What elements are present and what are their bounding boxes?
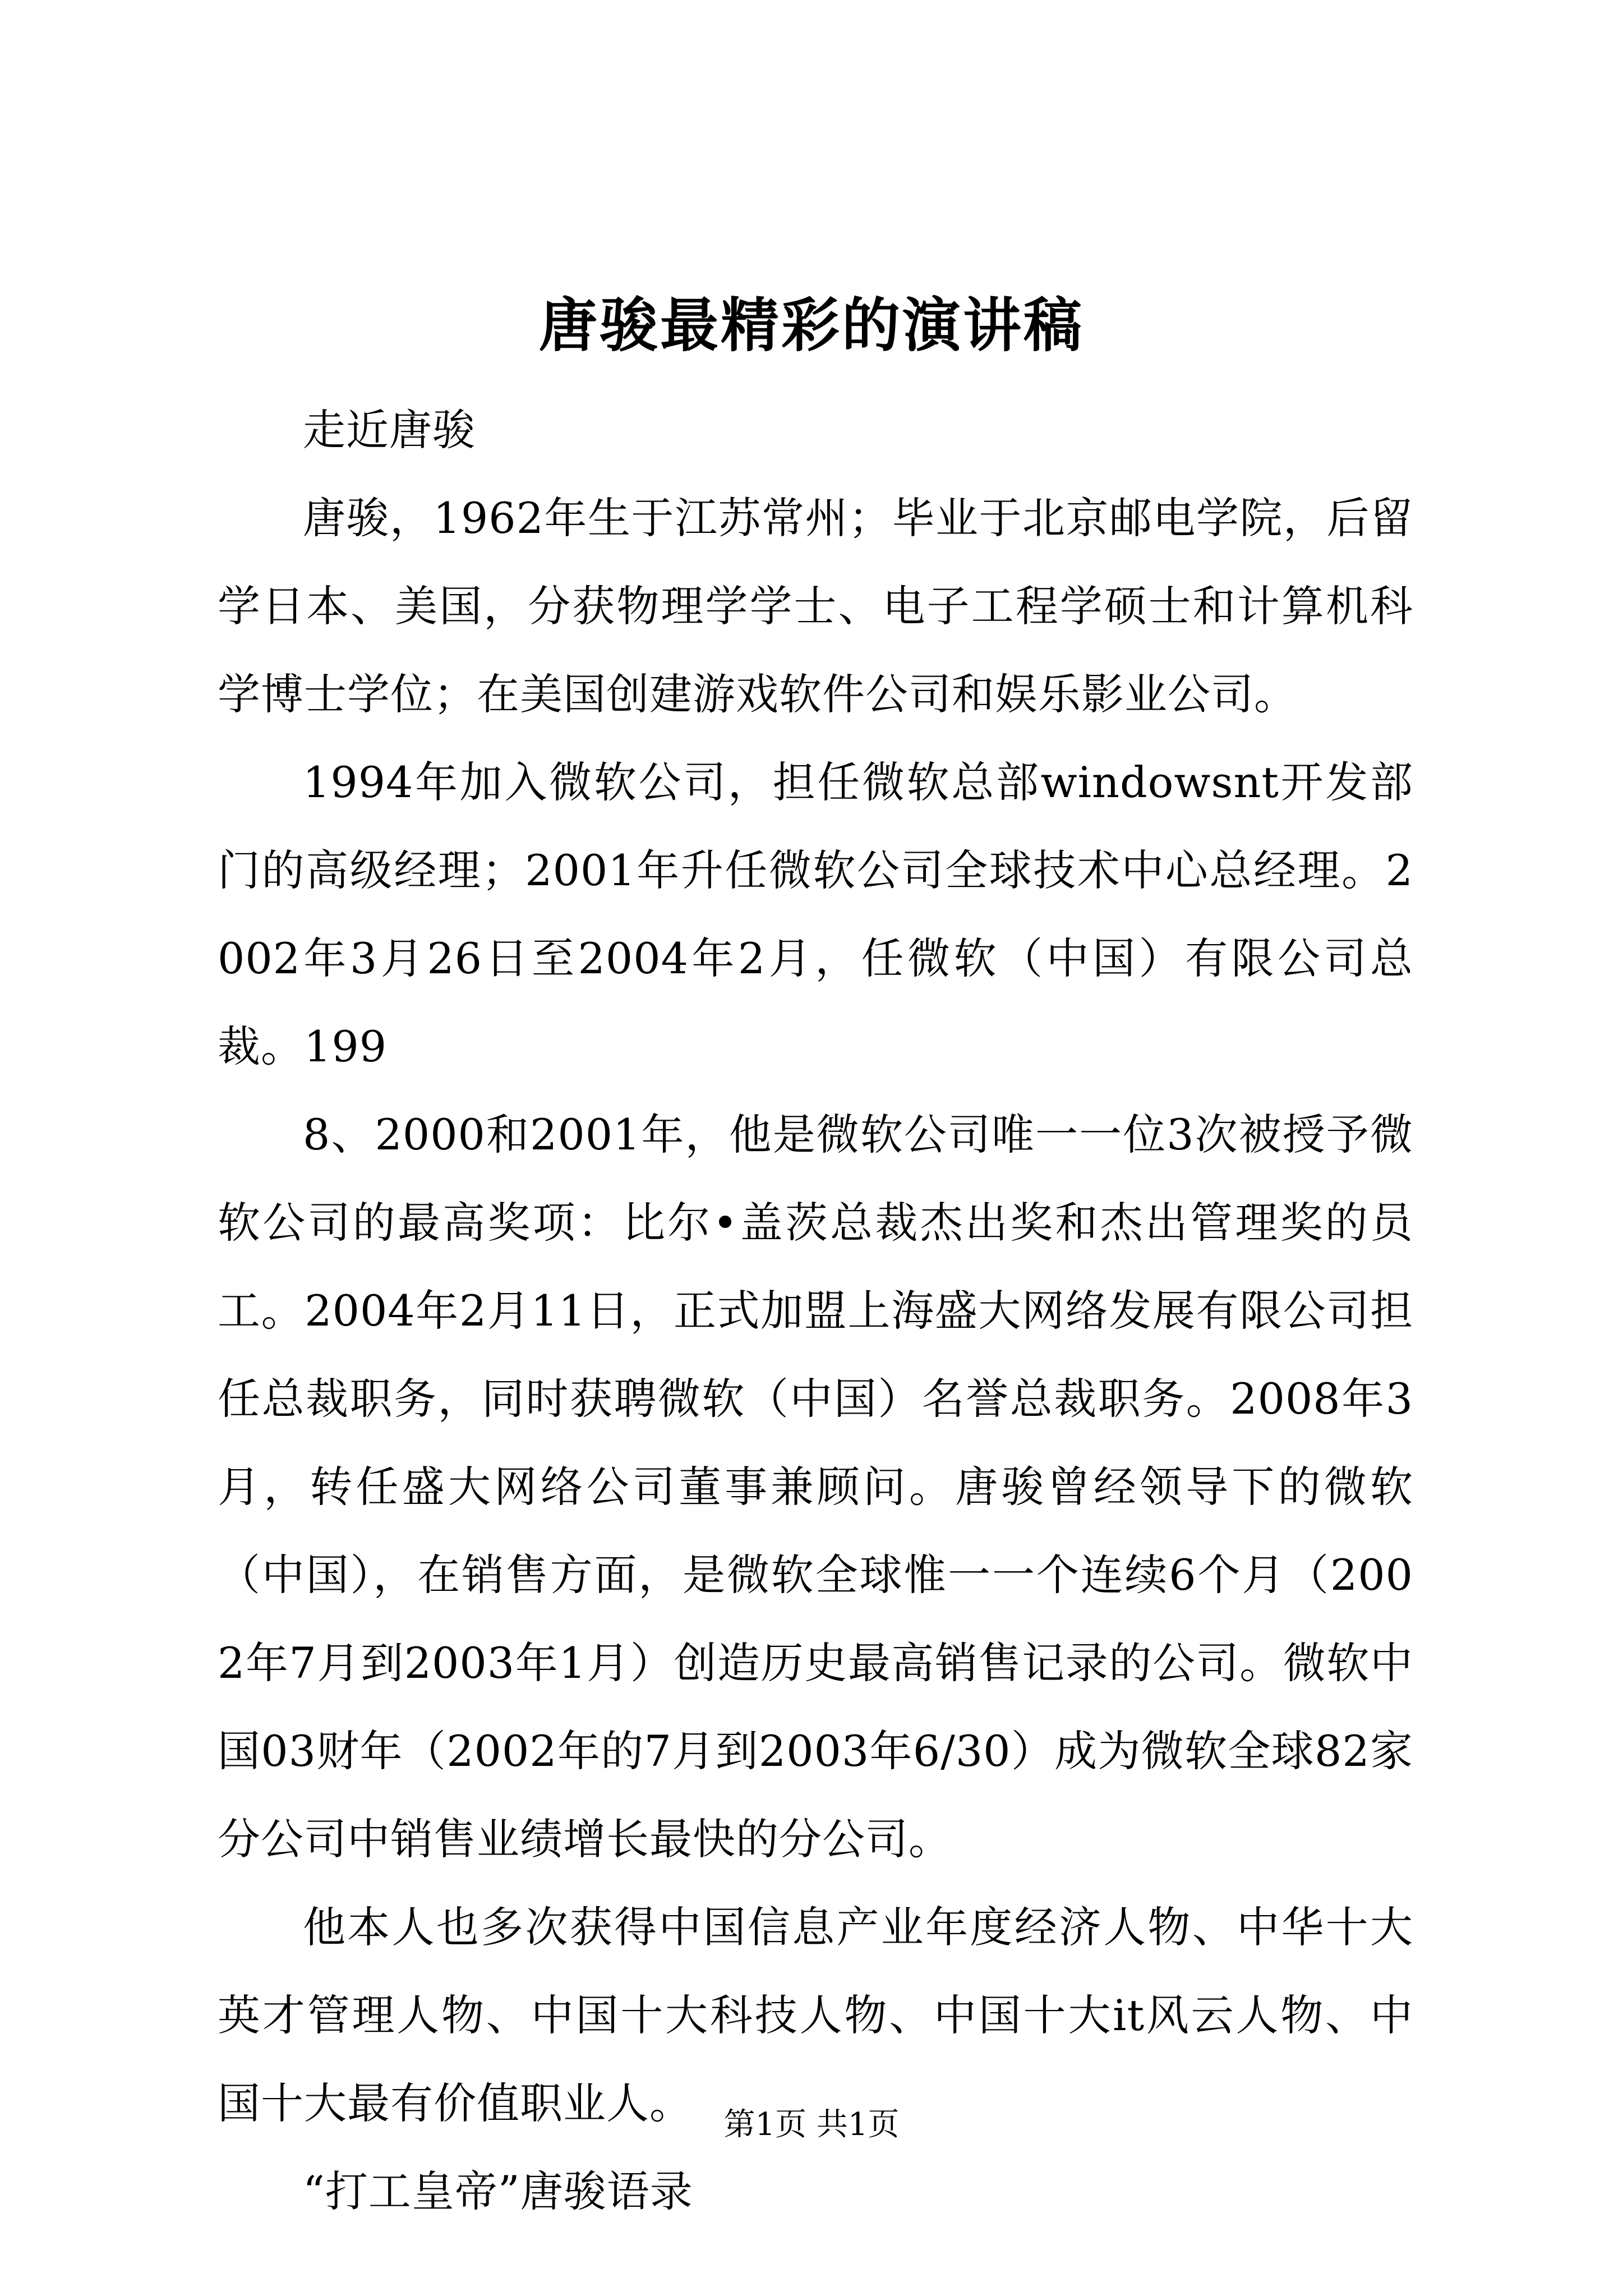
document-body [218, 386, 1413, 2235]
paragraph-honors: 他本人也多次获得中国信息产业年度经济人物、中华十大英才管理人物、中国十大科技人物、中国十大it风云人物、中国十大最有价值职业人。 [218, 1902, 1413, 2128]
paragraph-biography: 唐骏，1962年生于江苏常州；毕业于北京邮电学院，后留学日本、美国，分获物理学学士、电子工程学硕士和计算机科学博士学位；在美国创建游戏软件公司和娱乐影业公司。 [218, 493, 1413, 719]
document-title: 唐骏最精彩的演讲稿 [538, 291, 1084, 360]
section-heading-quotes: “打工皇帝”唐骏语录 [303, 2166, 693, 2216]
page-number-footer: 第1页 共1页 [723, 2106, 900, 2143]
section-heading-intro: 走近唐骏 [303, 405, 476, 455]
paragraph-awards-shanda: 8、2000和2001年，他是微软公司唯一一位3次被授予微软公司的最高奖项：比尔•盖茨总裁杰出奖和杰出管理奖的员工。2004年2月11日，正式加盟上海盛大网络发展有限公司担任总裁职务，同时获聘微软（中国）名誉总裁职务。2008年3月，转任盛大网络公司董事兼顾问。唐骏曾经领导下的微软（中国），在销售方面，是微软全球惟一一个连续6个月（2002年7月到2003年1月）创造历史最高销售记录的公司。微软中国03财年（2002年的7月到2003年6/30）成为微软全球82家分公司中销售业绩增长最快的分公司。 [218, 1110, 1413, 1864]
paragraph-microsoft-career: 1994年加入微软公司，担任微软总部windowsnt开发部门的高级经理；2001年升任微软公司全球技术中心总经理。2002年3月26日至2004年2月，任微软（中国）有限公司总裁。199 [218, 757, 1413, 1071]
